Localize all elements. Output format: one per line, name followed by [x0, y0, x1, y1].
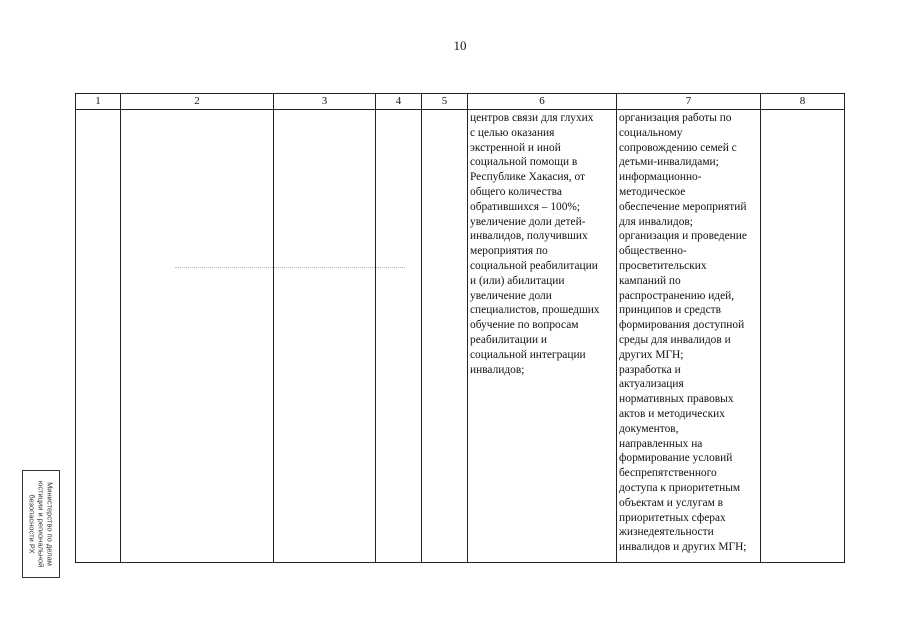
cell-col6	[468, 110, 617, 563]
registration-stamp	[22, 470, 60, 578]
column-header-5: 5	[422, 94, 468, 110]
cell-col2-text	[121, 110, 273, 111]
cell-col5	[422, 110, 468, 563]
column-header-2: 2	[121, 94, 274, 110]
scan-artifact-divider	[175, 267, 405, 268]
cell-col4	[376, 110, 422, 563]
column-header-6: 6	[468, 94, 617, 110]
column-header-4: 4	[376, 94, 422, 110]
cell-col3	[274, 110, 376, 563]
stamp-text: Министерство по делам юстиции и региональной безопасности РХ	[27, 480, 55, 568]
column-header-1: 1	[76, 94, 121, 110]
cell-col3-text	[274, 110, 375, 111]
program-table	[75, 93, 845, 563]
cell-col2	[121, 110, 274, 563]
cell-col7	[617, 110, 761, 563]
header-row	[76, 94, 845, 110]
cell-col1	[76, 110, 121, 563]
column-header-3: 3	[274, 94, 376, 110]
measures-text: организация работы по социальному сопровождению семей с детьми-инвалидами; информационно- методическое обеспечение мероприятий для инвалидов; организация и проведение общественно- просветительских кампаний по распространению идей, принципов и средств формирования доступной среды для инвалидов и других МГН; разработка и актуализация нормативных правовых актов и методических документов, направленных на формирование условий беспрепятственного доступа к приоритетным объектам и услугам в приоритетных сферах жизнедеятельности инвалидов и других МГН;	[619, 112, 747, 554]
page-number: 10	[453, 38, 467, 53]
cell-col1-text	[76, 110, 120, 111]
table-row	[76, 110, 845, 563]
cell-col5-text	[422, 110, 467, 111]
cell-col4-text	[376, 110, 421, 111]
column-header-8: 8	[761, 94, 845, 110]
indicators-text: центров связи для глухих с целью оказания экстренной и иной социальной помощи в Республике Хакасия, от общего количества обратившихся – 100%; увеличение доли детей- инвалидов, получивших мероприятия по социальной реабилитации и (или) абилитации увеличение доли специалистов, прошедших обучение по вопросам реабилитации и социальной интеграции инвалидов;	[470, 112, 600, 376]
cell-col8	[761, 110, 845, 563]
cell-col8-text	[761, 110, 844, 111]
column-header-7: 7	[617, 94, 761, 110]
